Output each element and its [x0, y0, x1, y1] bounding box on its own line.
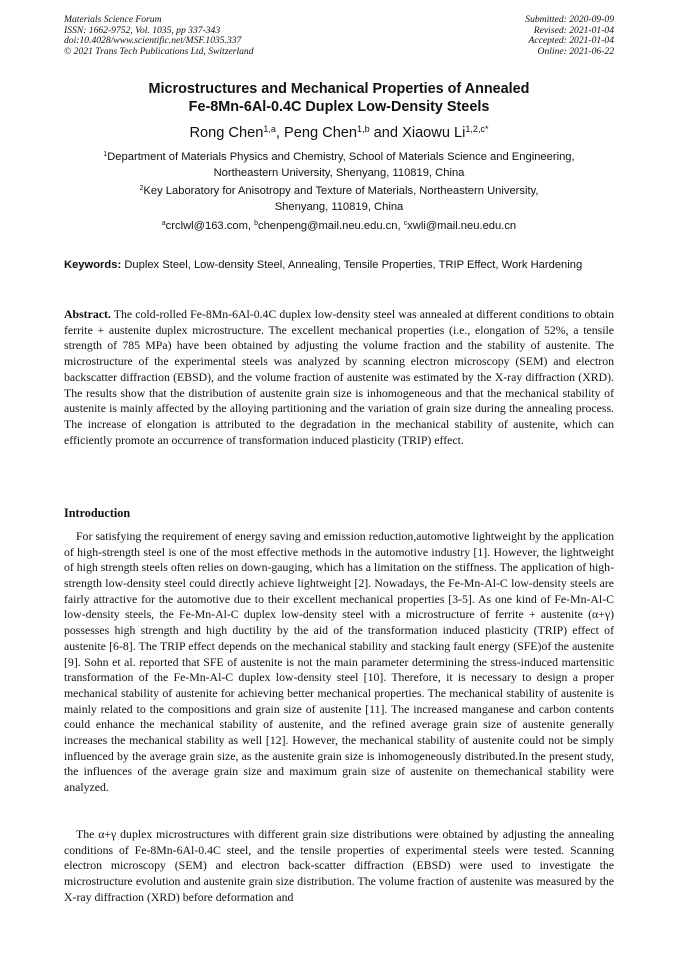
- email-link[interactable]: chenpeng@mail.neu.edu.cn: [257, 220, 398, 232]
- journal-info: [64, 15, 254, 57]
- author-separator: ,: [275, 125, 285, 141]
- journal-copyright: © 2021 Trans Tech Publications Ltd, Switzerland: [64, 45, 254, 57]
- email-marker: c: [403, 220, 408, 228]
- paper-title: [40, 80, 638, 116]
- email-link[interactable]: crclwl@163.com: [165, 220, 248, 232]
- author-list: [40, 123, 638, 143]
- affiliation-line: Northeastern University, Shenyang, 110819, China: [213, 166, 465, 179]
- affiliation-1: [40, 150, 638, 182]
- email-marker: b: [254, 220, 258, 228]
- email-separator: ,: [247, 220, 255, 232]
- author-affil-marker: 1,a: [263, 124, 276, 135]
- email-list: [40, 219, 638, 235]
- author-separator: and: [369, 125, 403, 141]
- affiliation-line: Key Laboratory for Anisotropy and Texture of Materials, Northeastern University,: [143, 185, 539, 197]
- affiliation-line: Department of Materials Physics and Chemistry, School of Materials Science and Engineering,: [107, 151, 575, 163]
- journal-issn: ISSN: 1662-9752, Vol. 1035, pp 337-343: [64, 24, 221, 36]
- author-name: Peng Chen: [284, 125, 358, 141]
- online-date: Online: 2021-06-22: [537, 45, 614, 57]
- submitted-date: Submitted: 2020-09-09: [525, 14, 614, 25]
- affiliation-marker: 1: [103, 151, 108, 159]
- abstract-text: The cold-rolled Fe-8Mn-6Al-0.4C duplex low-density steel was annealed at different conditions to obtain ferrite + austenite duplex microstructure. The excellent mechanical properties (i.e., elongation of 52%, a tensile strength of 785 MPa) have been obtained by adjusting the volume fraction and the stability of austenite. The microstructure of the experimental steels was analyzed by scanning electron microscopy (SEM) and electron backscatter diffraction (EBSD), and the volume fraction of austenite was estimated by the X-ray diffraction (XRD). The results show that the distribution of austenite grain size is inhomogeneous and that the mechanical stability of austenite is mainly affected by the alloying partitioning and the variation of grain size during the annealing process. The increase of elongation is attributed to the degradation in the mechanical stability of austenite, which can efficiently promote an occurrence of transformation induced plasticity (TRIP) effect.: [64, 307, 614, 447]
- abstract: [64, 307, 614, 448]
- keywords-label: Keywords:: [64, 259, 122, 271]
- author-name: Xiaowu Li: [402, 125, 466, 141]
- author-name: Rong Chen: [189, 125, 264, 141]
- journal-doi[interactable]: doi:10.4028/www.scientific.net/MSF.1035.337: [64, 35, 242, 47]
- email-link[interactable]: xwli@mail.neu.edu.cn: [407, 220, 517, 232]
- introduction-paragraph-1: For satisfying the requirement of energy saving and emission reduction,automotive lightweight by the application of high-strength steel is one of the most effective methods in the automotive industry [1]. However, the lightweight of high strength steels often relies on down-gauging, which has a limitation on the stiffness. The application of high-strength low-density steel could directly achieve lightweight [2]. Nowadays, the Fe-Mn-Al-C low-density steels are fairly attractive for the automotive due to their excellent mechanical properties [3-5]. As one kind of Fe-Mn-Al-C low-density steels, the Fe-Mn-Al-C duplex low-density steel with a microstructure of ferrite + austenite (α+γ) possesses high strength and high ductility by the aid of the transformation induced plasticity (TRIP) effect of austenite [6-8]. The TRIP effect depends on the mechanical stability and stacking fault energy (SFE)of the austenite [9]. Sohn et al. reported that SFE of austenite is not the main parameter determining the stress-induced martensitic transformation of the Fe-Mn-Al-C duplex low-density steel [10]. Therefore, it is necessary to design a proper mechanical stability of austenite for achieving better mechanical properties. The mechanical stability of austenite is mainly related to the compositions and grain size of austenite [11]. The increased manganese and carbon contents could enhance the mechanical stability of austenite, and the refined average grain size of austenite generally increases the mechanical stability as well [12]. However, the mechanical stability of austenite could not be simply influenced by the average grain size, as the austenite grain size is inhomogeneously distributed.In the present study, the influences of the average grain size and maximum grain size of austenite on themechanical stability were analyzed.: [64, 529, 614, 794]
- section-heading-introduction: Introduction: [64, 506, 131, 520]
- keywords-text: Duplex Steel, Low-density Steel, Annealing, Tensile Properties, TRIP Effect, Work Hardening: [124, 259, 583, 271]
- title-line-2: Fe-8Mn-6Al-0.4C Duplex Low-Density Steels: [188, 99, 490, 115]
- affiliation-line: Shenyang, 110819, China: [274, 200, 404, 213]
- abstract-label: Abstract.: [64, 307, 111, 321]
- journal-name: Materials Science Forum: [64, 14, 162, 25]
- email-marker: a: [161, 220, 166, 228]
- keywords: [64, 258, 614, 274]
- revised-date: Revised: 2021-01-04: [533, 24, 614, 36]
- affiliation-marker: 2: [139, 185, 144, 193]
- submission-dates: [525, 15, 614, 57]
- title-line-1: Microstructures and Mechanical Properties of Annealed: [148, 81, 530, 97]
- accepted-date: Accepted: 2021-01-04: [528, 35, 614, 47]
- author-affil-marker: 1,b: [357, 124, 370, 135]
- affiliation-2: [40, 184, 638, 216]
- email-separator: ,: [397, 220, 404, 232]
- author-affil-marker: 1,2,c*: [465, 124, 489, 135]
- introduction-paragraph-2: The α+γ duplex microstructures with different grain size distributions were obtained by adjusting the annealing conditions of Fe-8Mn-6Al-0.4C steel, and the tensile properties of experimental steels were tested. Scanning electron microscopy (SEM) and electron back-scatter diffraction (EBSD) were used to investigate the microstructure evolution and austenite grain size distribution. The volume fraction of austenite was measured by the X-ray diffraction (XRD) before deformation and: [64, 827, 614, 904]
